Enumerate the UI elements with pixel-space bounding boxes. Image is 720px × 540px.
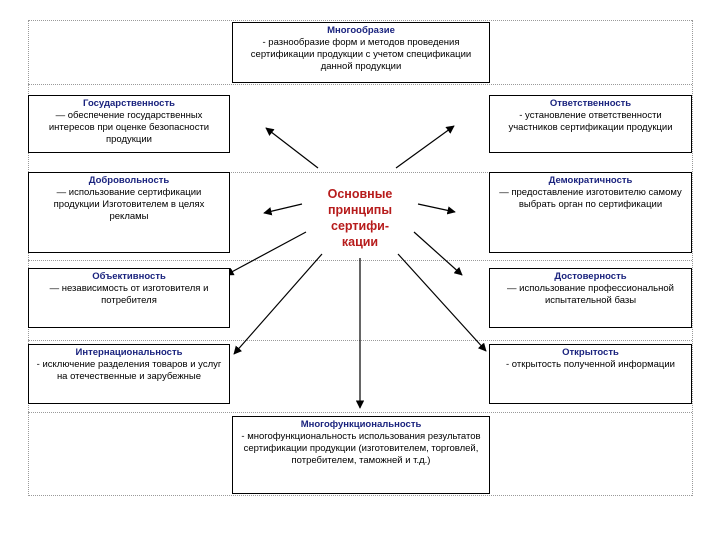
- principle-box-voluntariness: [28, 172, 230, 253]
- arrow-to-otv: [396, 126, 454, 168]
- arrow-to-demo: [418, 204, 455, 212]
- center-label-line: кации: [341, 235, 379, 249]
- principle-desc: - установление ответственности участников сертификации продукции: [508, 110, 673, 133]
- principle-desc: — использование профессиональной испытательной базы: [507, 283, 674, 306]
- principle-title: Объективность: [92, 271, 166, 282]
- principle-title: Демократичность: [548, 175, 633, 186]
- principle-box-internationality: [28, 344, 230, 404]
- arrow-to-obj: [226, 232, 306, 275]
- principle-box-multifunctionality: [232, 416, 490, 494]
- principle-title: Достоверность: [554, 271, 627, 282]
- principle-box-responsibility: [489, 95, 692, 153]
- center-label-line: принципы: [327, 203, 392, 217]
- principle-title: Многообразие: [327, 25, 395, 36]
- arrow-to-gos: [266, 128, 318, 168]
- arrow-to-dobr: [264, 204, 302, 213]
- principle-box-openness: [489, 344, 692, 404]
- principle-desc: - разнообразие форм и методов проведения сертификации продукции с учетом спецификации данной продукции: [250, 37, 472, 72]
- principle-desc: - исключение разделения товаров и услуг на отечественные и зарубежные: [36, 359, 222, 382]
- principle-title: Ответственность: [549, 98, 632, 109]
- principle-desc: — предоставление изготовителю самому выбрать орган по сертификации: [499, 187, 682, 210]
- principle-title: Открытость: [562, 347, 619, 358]
- arrow-to-otkr: [398, 254, 486, 351]
- principle-box-democracy: [489, 172, 692, 253]
- principle-desc: - открытость полученной информации: [506, 359, 675, 370]
- principle-desc: — использование сертификации продукции Изготовителем в целях рекламы: [53, 187, 205, 222]
- principle-desc: — независимость от изготовителя и потребителя: [49, 283, 209, 306]
- arrow-to-inter: [234, 254, 322, 354]
- center-label-line: сертифи-: [331, 219, 389, 233]
- principle-title: Государственность: [83, 98, 175, 109]
- principle-box-objectivity: [28, 268, 230, 328]
- principle-title: Интернациональность: [75, 347, 183, 358]
- principle-title: Добровольность: [88, 175, 170, 186]
- arrow-to-dost: [414, 232, 462, 275]
- center-label-line: Основные: [327, 187, 393, 201]
- principle-title: Многофункциональность: [300, 419, 422, 430]
- principle-box-statehood: [28, 95, 230, 153]
- principle-box-reliability: [489, 268, 692, 328]
- principle-box-diversity: [232, 22, 490, 83]
- center-label: [300, 186, 420, 250]
- principle-desc: — обеспечение государственных интересов при оценке безопасности продукции: [48, 110, 210, 145]
- principle-desc: - многофункциональность использования результатов сертификации продукции (изготовителем, торговлей, потребителем, таможней и т.д.): [241, 431, 481, 466]
